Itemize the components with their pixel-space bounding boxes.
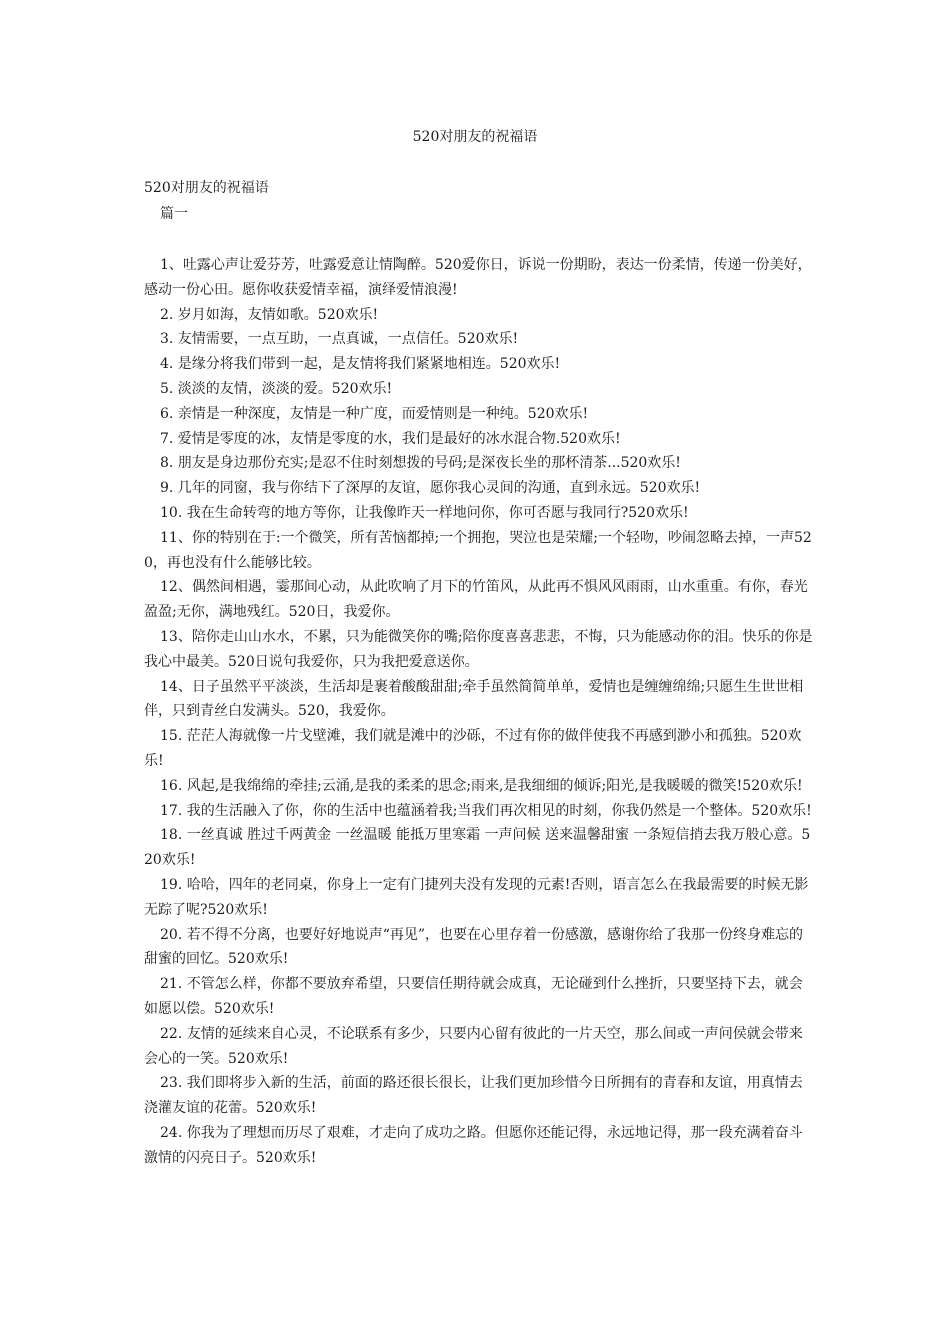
paragraph: 10. 我在生命转弯的地方等你，让我像昨天一样地问你，你可否愿与我同行?520欢乐!	[160, 504, 689, 521]
paragraph: 15. 茫茫人海就像一片戈壁滩，我们就是滩中的沙砾，不过有你的做伴使我不再感到渺小和孤独。520欢乐!	[144, 728, 802, 769]
paragraph: 3. 友情需要，一点互助，一点真诚，一点信任。520欢乐!	[160, 331, 519, 348]
paragraph: 22. 友情的延续来自心灵，不论联系有多少，只要内心留有彼此的一片天空，那么间或一声问侯就会带来会心的一笑。520欢乐!	[144, 1025, 803, 1067]
document-body	[144, 253, 816, 1170]
paragraph: 21. 不管怎么样，你都不要放弃希望，只要信任期待就会成真，无论碰到什么挫折，只要坚持下去，就会如愿以偿。520欢乐!	[144, 976, 803, 1017]
section-label: 篇一	[160, 206, 188, 222]
paragraph: 12、偶然间相遇，霎那间心动，从此吹响了月下的竹笛风，从此再不惧风风雨雨，山水重重。有你，春光盈盈;无你，满地残红。520日，我爱你。	[144, 579, 808, 621]
paragraph: 24. 你我为了理想而历尽了艰难，才走向了成功之路。但愿你还能记得，永远地记得，那一段充满着奋斗激情的闪亮日子。520欢乐!	[144, 1124, 803, 1166]
paragraph: 14、日子虽然平平淡淡，生活却是裹着酸酸甜甜;牵手虽然简简单单，爱情也是缠缠绵绵;只愿生生世世相伴，只到青丝白发满头。520，我爱你。	[144, 678, 804, 720]
paragraph: 11、你的特别在于:一个微笑，所有苦恼都掉;一个拥抱，哭泣也是荣耀;一个轻吻，吵闹忽略去掉，一声520，再也没有什么能够比较。	[144, 529, 812, 571]
paragraph: 6. 亲情是一种深度，友情是一种广度，而爱情则是一种纯。520欢乐!	[160, 405, 589, 422]
paragraph: 9. 几年的同窗，我与你结下了深厚的友谊，愿你我心灵间的沟通，直到永远。520欢乐!	[160, 480, 701, 497]
paragraph: 4. 是缘分将我们带到一起，是友情将我们紧紧地相连。520欢乐!	[160, 356, 561, 373]
document-subtitle: 520对朋友的祝福语	[144, 180, 269, 196]
paragraph: 7. 爱情是零度的冰，友情是零度的水，我们是最好的冰水混合物.520欢乐!	[160, 430, 621, 447]
document-title: 520对朋友的祝福语	[412, 129, 538, 145]
paragraph: 8. 朋友是身边那份充实;是忍不住时刻想拨的号码;是深夜长坐的那杯清茶...520欢乐!	[160, 455, 681, 472]
paragraph: 23. 我们即将步入新的生活，前面的路还很长很长，让我们更加珍惜今日所拥有的青春和友谊，用真情去浇灌友谊的花蕾。520欢乐!	[144, 1075, 803, 1117]
paragraph: 1、吐露心声让爱芬芳，吐露爱意让情陶醉。520爱你日，诉说一份期盼，表达一份柔情，传递一份美好，感动一份心田。愿你收获爱情幸福，演绎爱情浪漫!	[144, 257, 812, 298]
paragraph: 20. 若不得不分离，也要好好地说声“再见”，也要在心里存着一份感激，感谢你给了我那一份终身难忘的甜蜜的回忆。520欢乐!	[144, 926, 804, 968]
paragraph: 13、陪你走山山水水，不累，只为能微笑你的嘴;陪你度喜喜悲悲，不悔，只为能感动你的泪。快乐的你是我心中最美。520日说句我爱你，只为我把爱意送你。	[144, 628, 813, 670]
paragraph: 5. 淡淡的友情，淡淡的爱。520欢乐!	[160, 380, 393, 397]
paragraph: 19. 哈哈，四年的老同桌，你身上一定有门捷列夫没有发现的元素!否则，语言怎么在我最需要的时候无影无踪了呢?520欢乐!	[144, 876, 809, 918]
paragraph: 17. 我的生活融入了你，你的生活中也蕴涵着我;当我们再次相见的时刻，你我仍然是一个整体。520欢乐!	[160, 802, 812, 819]
paragraph: 18. 一丝真诚 胜过千两黄金 一丝温暖 能抵万里寒霜 一声问候 送来温馨甜蜜 一条短信捎去我万般心意。520欢乐!	[144, 827, 811, 869]
paragraph: 2. 岁月如海，友情如歌。520欢乐!	[160, 306, 379, 323]
paragraph: 16. 风起,是我绵绵的牵挂;云涌,是我的柔柔的思念;雨来,是我细细的倾诉;阳光,是我暖暖的微笑!520欢乐!	[160, 777, 803, 794]
